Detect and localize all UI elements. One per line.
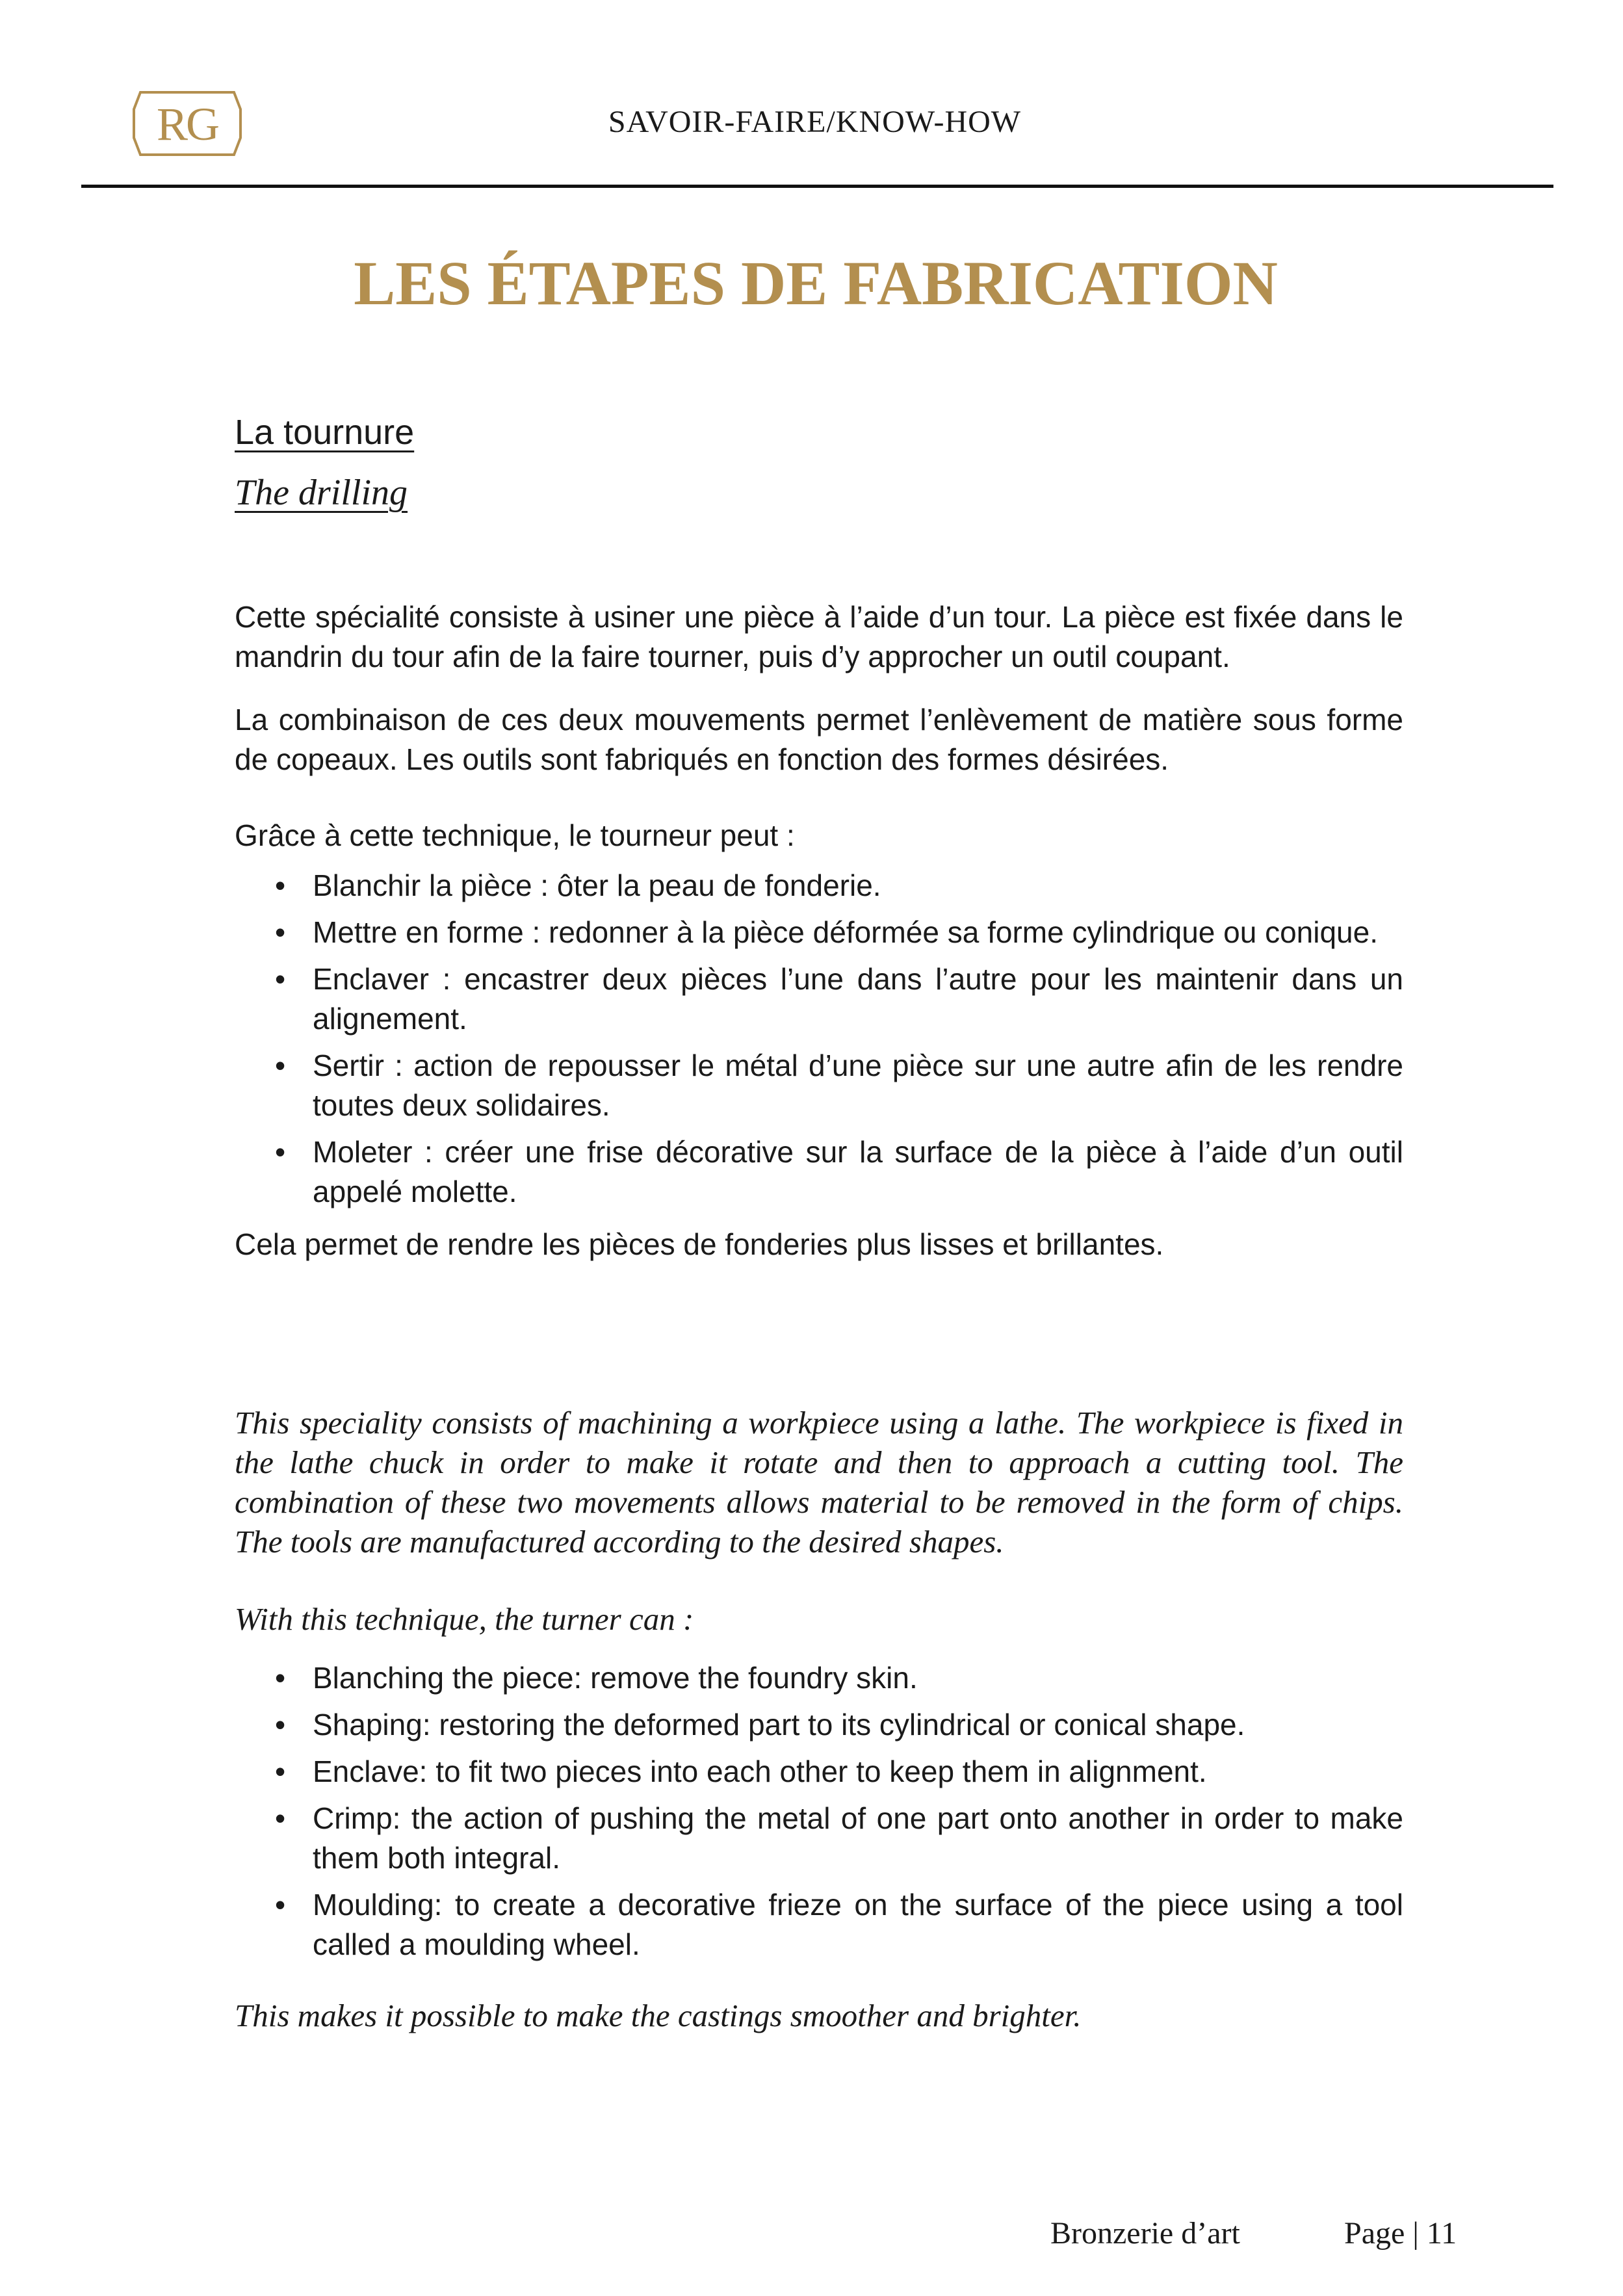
list-item: [235, 1799, 1403, 1878]
bullet: •: [275, 1049, 286, 1082]
list-item: [235, 1132, 1403, 1212]
subtitle-fr: [235, 413, 1403, 454]
fr-list: [235, 866, 1403, 1212]
list-item: [235, 1046, 1403, 1125]
fr-conclusion: Cela permet de rendre les pièces de fonderies plus lisses et brillantes.: [235, 1227, 1164, 1261]
page-title: LES ÉTAPES DE FABRICATION: [354, 248, 1278, 318]
english-section: [235, 1403, 1403, 2035]
footer-page-number: Page | 11: [1344, 2216, 1457, 2250]
svg-text:RG: RG: [156, 98, 218, 150]
list-item: [235, 1752, 1403, 1792]
list-item-text: Crimp: the action of pushing the metal of one part onto another in order to make them both integral.: [313, 1801, 1403, 1875]
bullet: •: [275, 1888, 286, 1922]
list-item-text: Enclaver : encastrer deux pièces l’une dans l’autre pour les maintenir dans un alignement.: [313, 962, 1403, 1036]
list-item-text: Blanchir la pièce : ôter la peau de fonderie.: [313, 868, 881, 902]
subtitle-en-text: The drilling: [235, 473, 408, 513]
fr-paragraph-1: Cette spécialité consiste à usiner une pièce à l’aide d’un tour. La pièce est fixée dans le mandrin du tour afin de la faire tourner, puis d’y approcher un outil coupant.: [235, 600, 1403, 673]
subtitle-fr-text: La tournure: [235, 413, 415, 452]
list-item: [235, 1658, 1403, 1698]
en-list: [235, 1658, 1403, 1964]
fr-paragraph-2: La combinaison de ces deux mouvements permet l’enlèvement de matière sous forme de copeaux. Les outils sont fabriqués en fonction des formes désirées.: [235, 703, 1403, 776]
list-item-text: Moulding: to create a decorative frieze on the surface of the piece using a tool called a moulding wheel.: [313, 1888, 1403, 1961]
list-item: [235, 1705, 1403, 1745]
bullet: •: [275, 1135, 286, 1169]
list-item-text: Sertir : action de repousser le métal d’une pièce sur une autre afin de les rendre toutes deux solidaires.: [313, 1049, 1403, 1122]
list-item-text: Mettre en forme : redonner à la pièce déformée sa forme cylindrique ou conique.: [313, 915, 1378, 949]
en-paragraph-1: This speciality consists of machining a workpiece using a lathe. The workpiece is fixed in the lathe chuck in order to make it rotate and then to approach a cutting tool. The combination of these two movements allows material to be removed in the form of chips. The tools are manufactured according to the desired shapes.: [235, 1405, 1403, 1559]
bullet: •: [275, 1755, 286, 1788]
list-item: [235, 913, 1403, 952]
header-divider: [81, 185, 1553, 188]
bullet: •: [275, 1661, 286, 1695]
bullet: •: [275, 962, 286, 996]
list-item: [235, 1885, 1403, 1964]
list-item-text: Enclave: to fit two pieces into each other to keep them in alignment.: [313, 1755, 1207, 1788]
list-item: [235, 959, 1403, 1039]
list-item-text: Moleter : créer une frise décorative sur la surface de la pièce à l’aide d’un outil appelé molette.: [313, 1135, 1403, 1208]
footer-company: Bronzerie d’art: [1050, 2216, 1240, 2250]
bullet: •: [275, 915, 286, 949]
list-item-text: Shaping: restoring the deformed part to its cylindrical or conical shape.: [313, 1708, 1245, 1742]
en-intro: With this technique, the turner can :: [235, 1601, 694, 1637]
bullet: •: [275, 1801, 286, 1835]
subtitle-en: [235, 473, 1403, 514]
list-item: [235, 866, 1403, 906]
fr-intro: Grâce à cette technique, le tourneur peut :: [235, 818, 795, 852]
header-section-title: SAVOIR-FAIRE/KNOW-HOW: [608, 105, 1022, 139]
en-conclusion: This makes it possible to make the castings smoother and brighter.: [235, 1998, 1082, 2033]
bullet: •: [275, 868, 286, 902]
bullet: •: [275, 1708, 286, 1742]
french-section: [235, 597, 1403, 1264]
list-item-text: Blanching the piece: remove the foundry skin.: [313, 1661, 918, 1695]
